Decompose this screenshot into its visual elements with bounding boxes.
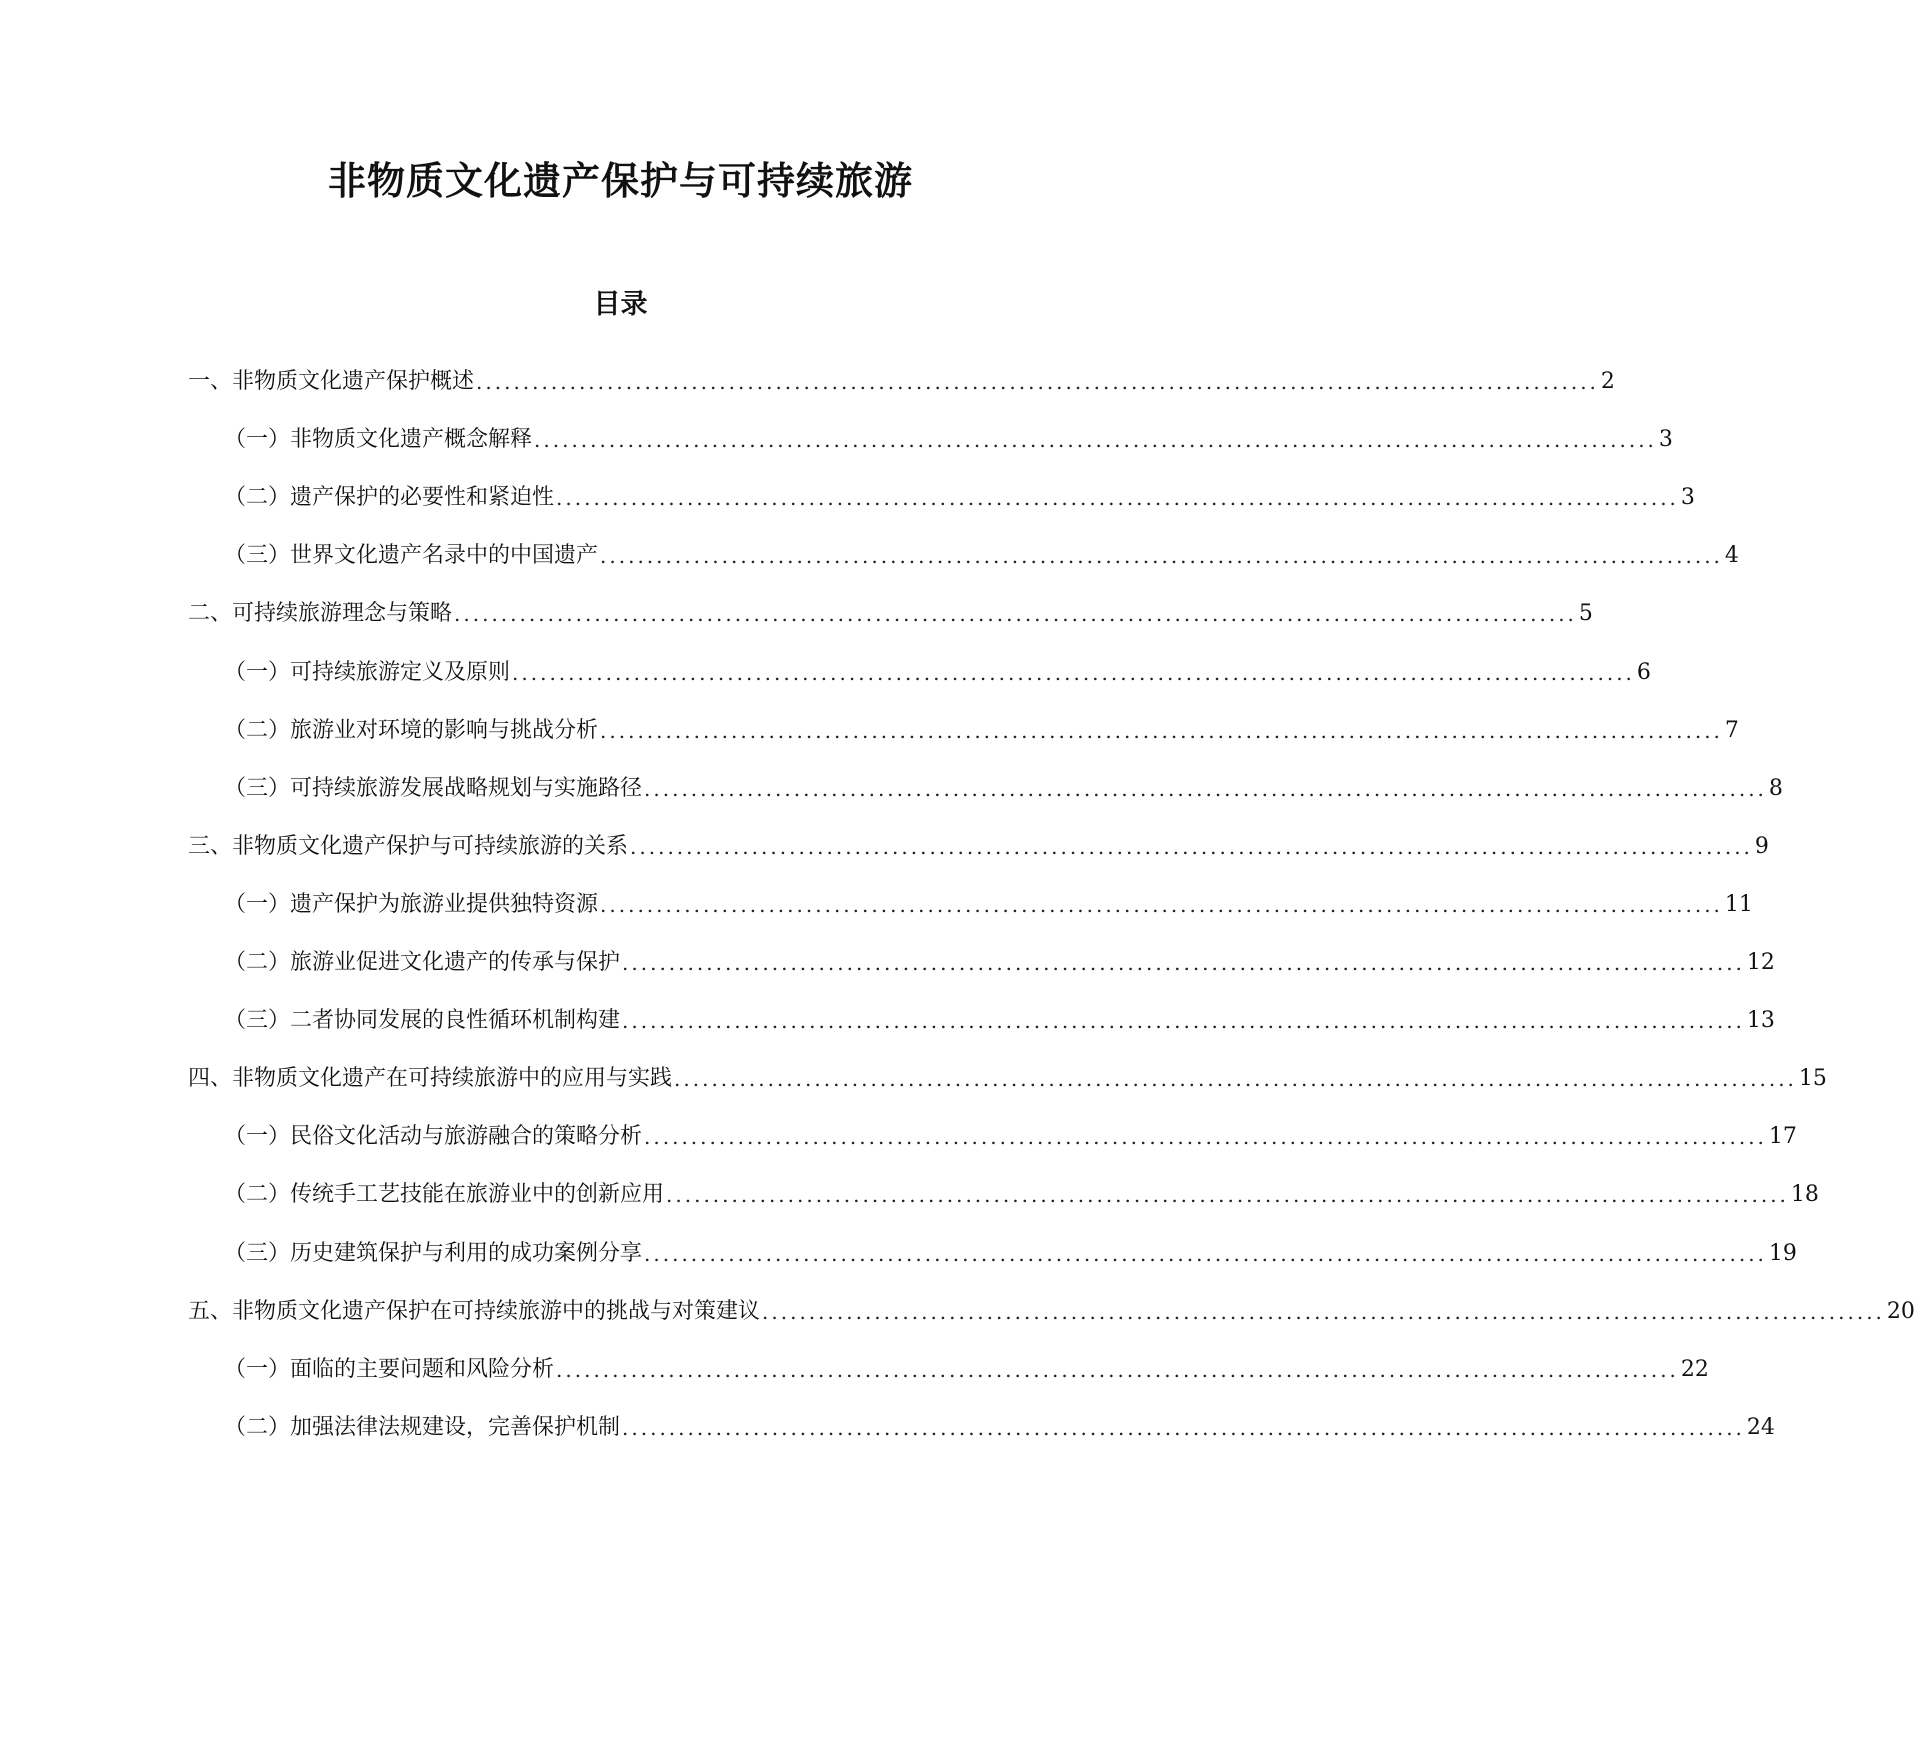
toc-leader-dots: ........................................................................................................................ [600, 718, 1723, 743]
toc-entry-page: 3 [1680, 485, 1695, 511]
toc-entry[interactable] [224, 1004, 1775, 1038]
toc-leader-dots: ........................................................................................................................ [762, 1299, 1885, 1324]
toc-entry-page: 11 [1724, 891, 1753, 917]
toc-leader-dots: ........................................................................................................................ [512, 660, 1635, 685]
toc-entry-label: （一）面临的主要问题和风险分析 [224, 1356, 555, 1382]
toc-leader-dots: ........................................................................................................................ [622, 951, 1745, 975]
toc-entry-page: 6 [1636, 659, 1651, 685]
toc-entry-page: 3 [1658, 427, 1673, 453]
toc-leader-dots: ........................................................................................................................ [476, 370, 1599, 394]
toc-entry-label: （一）可持续旅游定义及原则 [224, 659, 511, 685]
toc-entry-page: 20 [1886, 1298, 1915, 1324]
toc-leader-dots: ........................................................................................................................ [644, 776, 1767, 801]
toc-entry-label: （二）遗产保护的必要性和紧迫性 [224, 485, 555, 511]
toc-entry[interactable] [224, 656, 1651, 690]
toc-entry-page: 4 [1724, 543, 1739, 569]
toc-leader-dots: ........................................................................................................................ [534, 428, 1657, 453]
toc-entry-page: 9 [1754, 833, 1769, 859]
toc-entry[interactable] [224, 772, 1783, 806]
toc-entry[interactable] [224, 481, 1695, 515]
toc-entry[interactable] [188, 365, 1615, 399]
toc-entry-page: 19 [1768, 1240, 1797, 1266]
toc-entry[interactable] [188, 1295, 1915, 1329]
toc-leader-dots: ........................................................................................................................ [556, 486, 1679, 511]
toc-entry-label: 二、可持续旅游理念与策略 [188, 601, 453, 627]
toc-entry-label: （二）旅游业促进文化遗产的传承与保护 [224, 950, 621, 975]
toc-entry-page: 18 [1790, 1182, 1819, 1208]
toc-entry[interactable] [224, 1178, 1819, 1212]
toc-entry[interactable] [224, 714, 1739, 748]
toc-entry-label: （三）世界文化遗产名录中的中国遗产 [224, 543, 599, 569]
toc-entry[interactable] [188, 830, 1769, 864]
toc-entry[interactable] [224, 1411, 1775, 1445]
toc-entry-label: （一）遗产保护为旅游业提供独特资源 [224, 891, 599, 917]
toc-entry[interactable] [224, 1237, 1797, 1271]
toc-leader-dots: ........................................................................................................................ [600, 544, 1723, 569]
toc-entry-label: （一）非物质文化遗产概念解释 [224, 427, 533, 453]
toc-heading: 目录 [593, 289, 648, 320]
toc-entry[interactable] [188, 1062, 1827, 1096]
toc-entry-label: （三）历史建筑保护与利用的成功案例分享 [224, 1240, 643, 1266]
toc-leader-dots: ........................................................................................................................ [622, 1415, 1745, 1440]
toc-entry[interactable] [224, 539, 1739, 573]
toc-entry-page: 17 [1768, 1124, 1797, 1150]
toc-leader-dots: ........................................................................................................................ [556, 1357, 1679, 1382]
toc-entry-page: 2 [1600, 369, 1615, 394]
toc-leader-dots: ........................................................................................................................ [666, 1183, 1789, 1208]
toc-entry-label: （一）民俗文化活动与旅游融合的策略分析 [224, 1124, 643, 1150]
toc-entry-label: 四、非物质文化遗产在可持续旅游中的应用与实践 [188, 1066, 673, 1092]
toc-entry-label: （三）二者协同发展的良性循环机制构建 [224, 1008, 621, 1034]
toc-entry-label: （二）旅游业对环境的影响与挑战分析 [224, 717, 599, 743]
toc-entry-label: 三、非物质文化遗产保护与可持续旅游的关系 [188, 833, 629, 859]
toc-entry[interactable] [224, 888, 1753, 922]
toc-entry-label: 五、非物质文化遗产保护在可持续旅游中的挑战与对策建议 [188, 1298, 761, 1324]
toc-entry[interactable] [224, 423, 1673, 457]
toc-entry-label: 一、非物质文化遗产保护概述 [188, 369, 475, 394]
toc-entry-page: 5 [1578, 601, 1593, 627]
toc-entry[interactable] [224, 1120, 1797, 1154]
toc-entry-page: 7 [1724, 717, 1739, 743]
toc-entry-page: 24 [1746, 1414, 1775, 1440]
toc-leader-dots: ........................................................................................................................ [644, 1241, 1767, 1266]
toc-entry-label: （三）可持续旅游发展战略规划与实施路径 [224, 775, 643, 801]
toc-entry-page: 22 [1680, 1356, 1709, 1382]
toc-entry-label: （二）传统手工艺技能在旅游业中的创新应用 [224, 1182, 665, 1208]
toc-entry-page: 8 [1768, 775, 1783, 801]
toc-entry-page: 15 [1798, 1066, 1827, 1092]
toc-leader-dots: ........................................................................................................................ [630, 834, 1753, 859]
toc-entry[interactable] [224, 1353, 1709, 1387]
toc-entry-page: 13 [1746, 1008, 1775, 1034]
toc-entry[interactable] [224, 946, 1775, 980]
toc-leader-dots: ........................................................................................................................ [454, 602, 1577, 627]
toc-leader-dots: ........................................................................................................................ [674, 1067, 1797, 1092]
toc-leader-dots: ........................................................................................................................ [644, 1125, 1767, 1150]
document-title: 非物质文化遗产保护与可持续旅游 [327, 158, 913, 203]
toc-entry[interactable] [188, 597, 1593, 631]
toc-leader-dots: ........................................................................................................................ [600, 892, 1723, 917]
toc-entry-label: （二）加强法律法规建设，完善保护机制 [224, 1414, 621, 1440]
toc-leader-dots: ........................................................................................................................ [622, 1009, 1745, 1034]
toc-entry-page: 12 [1746, 950, 1775, 975]
